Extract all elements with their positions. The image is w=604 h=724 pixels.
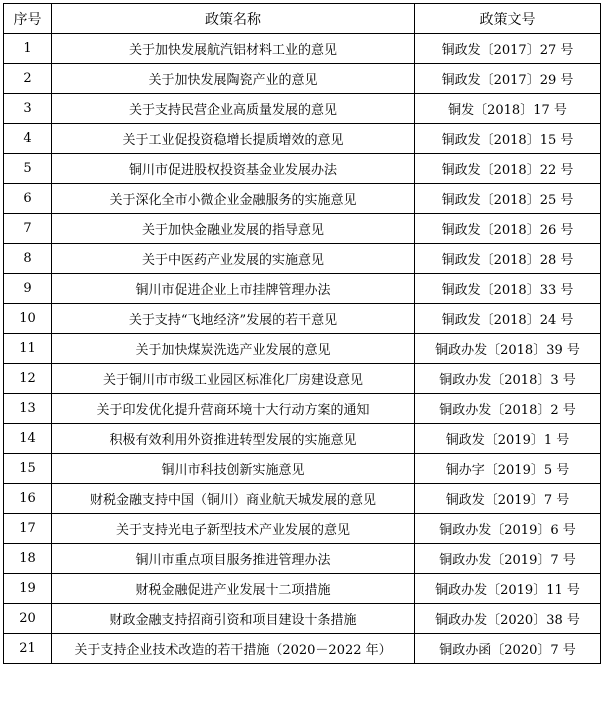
table-row — [4, 634, 601, 664]
cell-serial-number: 13 — [4, 394, 52, 424]
cell-serial-number: 7 — [4, 214, 52, 244]
cell-policy-name: 关于加快发展航汽铝材料工业的意见 — [52, 34, 415, 64]
cell-policy-name: 关于印发优化提升营商环境十大行动方案的通知 — [52, 394, 415, 424]
cell-serial-number: 19 — [4, 574, 52, 604]
cell-policy-name: 关于支持民营企业高质量发展的意见 — [52, 94, 415, 124]
table-row — [4, 214, 601, 244]
cell-policy-name: 财政金融支持招商引资和项目建设十条措施 — [52, 604, 415, 634]
cell-serial-number: 4 — [4, 124, 52, 154]
header-document-number: 政策文号 — [415, 4, 601, 34]
cell-policy-name: 关于铜川市市级工业园区标准化厂房建设意见 — [52, 364, 415, 394]
table-row — [4, 274, 601, 304]
cell-serial-number: 12 — [4, 364, 52, 394]
cell-serial-number: 17 — [4, 514, 52, 544]
cell-policy-name: 积极有效利用外资推进转型发展的实施意见 — [52, 424, 415, 454]
cell-document-number: 铜政发〔2019〕1 号 — [415, 424, 601, 454]
cell-serial-number: 10 — [4, 304, 52, 334]
cell-document-number: 铜政办发〔2018〕2 号 — [415, 394, 601, 424]
cell-policy-name: 财税金融支持中国（铜川）商业航天城发展的意见 — [52, 484, 415, 514]
cell-document-number: 铜政发〔2018〕26 号 — [415, 214, 601, 244]
cell-serial-number: 1 — [4, 34, 52, 64]
cell-policy-name: 关于支持企业技术改造的若干措施（2020－2022 年） — [52, 634, 415, 664]
cell-document-number: 铜政发〔2017〕29 号 — [415, 64, 601, 94]
table-row — [4, 394, 601, 424]
table-row — [4, 364, 601, 394]
header-policy-name: 政策名称 — [52, 4, 415, 34]
cell-policy-name: 关于支持“飞地经济”发展的若干意见 — [52, 304, 415, 334]
cell-policy-name: 关于加快发展陶瓷产业的意见 — [52, 64, 415, 94]
cell-document-number: 铜政办发〔2020〕38 号 — [415, 604, 601, 634]
cell-policy-name: 关于加快煤炭洗选产业发展的意见 — [52, 334, 415, 364]
cell-document-number: 铜政发〔2018〕22 号 — [415, 154, 601, 184]
cell-policy-name: 铜川市重点项目服务推进管理办法 — [52, 544, 415, 574]
cell-serial-number: 16 — [4, 484, 52, 514]
table-row — [4, 334, 601, 364]
cell-policy-name: 关于深化全市小微企业金融服务的实施意见 — [52, 184, 415, 214]
cell-document-number: 铜政办发〔2018〕3 号 — [415, 364, 601, 394]
cell-serial-number: 2 — [4, 64, 52, 94]
cell-serial-number: 8 — [4, 244, 52, 274]
table-row — [4, 124, 601, 154]
cell-document-number: 铜政发〔2018〕15 号 — [415, 124, 601, 154]
table-row — [4, 184, 601, 214]
cell-document-number: 铜政办发〔2019〕7 号 — [415, 544, 601, 574]
cell-document-number: 铜政发〔2018〕24 号 — [415, 304, 601, 334]
cell-document-number: 铜政发〔2018〕33 号 — [415, 274, 601, 304]
cell-document-number: 铜办字〔2019〕5 号 — [415, 454, 601, 484]
cell-document-number: 铜政办发〔2019〕11 号 — [415, 574, 601, 604]
table-row — [4, 154, 601, 184]
cell-serial-number: 18 — [4, 544, 52, 574]
cell-policy-name: 铜川市促进企业上市挂牌管理办法 — [52, 274, 415, 304]
table-row — [4, 34, 601, 64]
table-row — [4, 424, 601, 454]
cell-serial-number: 15 — [4, 454, 52, 484]
cell-document-number: 铜政发〔2018〕28 号 — [415, 244, 601, 274]
table-row — [4, 304, 601, 334]
cell-policy-name: 关于中医药产业发展的实施意见 — [52, 244, 415, 274]
table-row — [4, 604, 601, 634]
cell-document-number: 铜政发〔2018〕25 号 — [415, 184, 601, 214]
table-row — [4, 244, 601, 274]
cell-serial-number: 6 — [4, 184, 52, 214]
cell-document-number: 铜政发〔2019〕7 号 — [415, 484, 601, 514]
cell-document-number: 铜发〔2018〕17 号 — [415, 94, 601, 124]
cell-serial-number: 21 — [4, 634, 52, 664]
table-header-row — [4, 4, 601, 34]
cell-serial-number: 20 — [4, 604, 52, 634]
cell-document-number: 铜政办发〔2019〕6 号 — [415, 514, 601, 544]
header-serial-number: 序号 — [4, 4, 52, 34]
cell-serial-number: 11 — [4, 334, 52, 364]
table-row — [4, 514, 601, 544]
table-row — [4, 94, 601, 124]
table-row — [4, 454, 601, 484]
table-row — [4, 574, 601, 604]
policy-table — [3, 3, 601, 664]
cell-document-number: 铜政办函〔2020〕7 号 — [415, 634, 601, 664]
cell-policy-name: 铜川市促进股权投资基金业发展办法 — [52, 154, 415, 184]
cell-serial-number: 5 — [4, 154, 52, 184]
cell-policy-name: 铜川市科技创新实施意见 — [52, 454, 415, 484]
cell-serial-number: 3 — [4, 94, 52, 124]
cell-policy-name: 财税金融促进产业发展十二项措施 — [52, 574, 415, 604]
cell-document-number: 铜政办发〔2018〕39 号 — [415, 334, 601, 364]
table-row — [4, 544, 601, 574]
table-row — [4, 64, 601, 94]
table-row — [4, 484, 601, 514]
table-body — [4, 34, 601, 664]
cell-policy-name: 关于支持光电子新型技术产业发展的意见 — [52, 514, 415, 544]
cell-serial-number: 9 — [4, 274, 52, 304]
cell-serial-number: 14 — [4, 424, 52, 454]
cell-document-number: 铜政发〔2017〕27 号 — [415, 34, 601, 64]
cell-policy-name: 关于工业促投资稳增长提质增效的意见 — [52, 124, 415, 154]
cell-policy-name: 关于加快金融业发展的指导意见 — [52, 214, 415, 244]
